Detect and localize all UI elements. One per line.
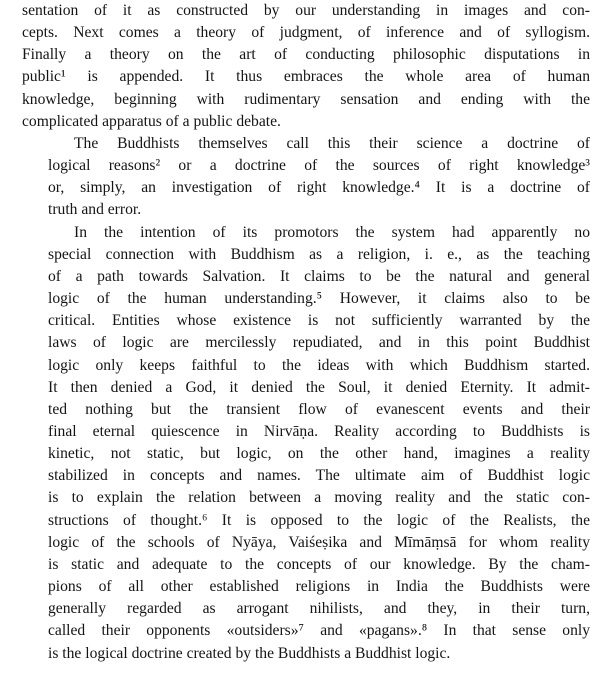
text-line: final eternal quiescence in Nirvāṇa. Reality according to Buddhists is bbox=[48, 422, 590, 440]
text-line: structions of thought.⁶ It is opposed to the logic of the Realists, the bbox=[48, 511, 590, 529]
text-line: stabilized in concepts and names. The ultimate aim of Buddhist logic bbox=[48, 467, 590, 485]
paragraph-1 bbox=[22, 0, 590, 133]
text-line: It then denied a God, it denied the Soul, it denied Eternity. It admit- bbox=[48, 378, 590, 396]
text-line: generally regarded as arrogant nihilists, and they, in their turn, bbox=[48, 600, 590, 618]
text-line: In the intention of its promotors the system had apparently no bbox=[74, 223, 590, 241]
text-line: of a path towards Salvation. It claims to be the natural and general bbox=[48, 267, 590, 285]
text-line: sentation of it as constructed by our understanding in images and con- bbox=[22, 2, 590, 19]
text-line: is static and adequate to the concepts of our knowledge. By the cham- bbox=[48, 555, 590, 573]
text-line: knowledge, beginning with rudimentary sensation and ending with the bbox=[22, 90, 590, 108]
text-line: logic only keeps faithful to the ideas with which Buddhism started. bbox=[48, 356, 590, 374]
text-line: logical reasons² or a doctrine of the sources of right knowledge³ bbox=[48, 157, 590, 175]
text-line: pions of all other established religions in India the Buddhists were bbox=[48, 578, 590, 596]
text-line: or, simply, an investigation of right knowledge.⁴ It is a doctrine of bbox=[48, 179, 590, 197]
text-line: The Buddhists themselves call this their science a doctrine of bbox=[74, 134, 590, 152]
text-line: ted nothing but the transient flow of evanescent events and their bbox=[48, 400, 590, 418]
text-line: laws of logic are mercilessly repudiated, and in this point Buddhist bbox=[48, 334, 590, 352]
paragraph-3 bbox=[22, 222, 590, 665]
text-line: complicated apparatus of a public debate. bbox=[22, 112, 281, 130]
text-line: kinetic, not static, but logic, on the other hand, imagines a reality bbox=[48, 445, 590, 463]
text-line: logic of the human understanding.⁵ However, it claims also to be bbox=[48, 290, 590, 308]
page-text bbox=[22, 0, 590, 665]
paragraph-2 bbox=[22, 133, 590, 222]
text-line: called their opponents «outsiders»⁷ and «pagans».⁸ In that sense only bbox=[48, 622, 590, 640]
text-line: truth and error. bbox=[48, 201, 142, 219]
text-line: is the logical doctrine created by the Buddhists a Buddhist logic. bbox=[48, 644, 451, 662]
text-line: logic of the schools of Nyāya, Vaiśeṣika and Mīmāṃsā for whom reality bbox=[48, 533, 590, 551]
text-line: cepts. Next comes a theory of judgment, of inference and of syllogism. bbox=[22, 24, 590, 42]
text-line: special connection with Buddhism as a religion, i. e., as the teaching bbox=[48, 245, 590, 263]
text-line: is to explain the relation between a moving reality and the static con- bbox=[48, 489, 590, 507]
text-line: Finally a theory on the art of conducting philosophic disputations in bbox=[22, 46, 590, 64]
text-line: public¹ is appended. It thus embraces the whole area of human bbox=[22, 68, 590, 86]
text-line: critical. Entities whose existence is not sufficiently warranted by the bbox=[48, 312, 590, 330]
